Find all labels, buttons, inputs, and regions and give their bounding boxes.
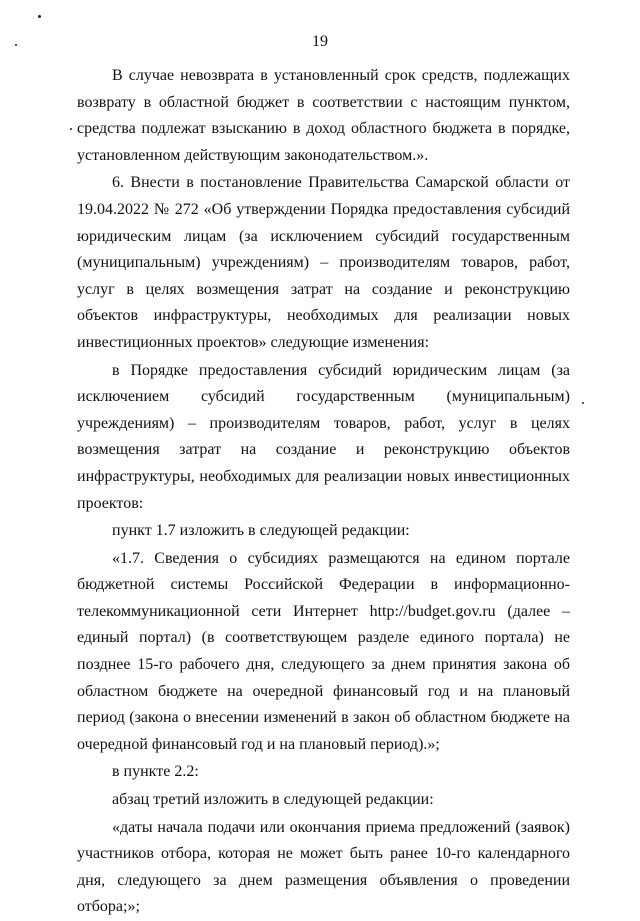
paragraph: в Порядке предоставления субсидий юридическим лицам (за исключением субсидий государственным (муниципальным) учреждениям) – производителям товаров, работ, услуг в целях возмещения затрат на создание и реконструкцию объектов инфраструктуры, необходимых для реализации новых инвестиционных проектов:: [77, 361, 570, 512]
paragraph: пункт 1.7 изложить в следующей редакции:: [112, 522, 410, 540]
paragraph: в пункте 2.2:: [112, 763, 199, 781]
paragraph: «1.7. Сведения о субсидиях размещаются на едином портале бюджетной системы Российской Федерации в информационно-телекоммуникационной сети Интернет http://budget.gov.ru (далее – единый портал) (в соответствующем разделе единого портала) не позднее 15-го рабочего дня, следующего за днем принятия закона об областном бюджете на очередной финансовый год и на плановый период (закона о внесении изменений в закон об областном бюджете на очередной финансовый год и на плановый период).»;: [77, 549, 570, 753]
scan-speck: [582, 402, 584, 404]
document-body: [77, 63, 570, 921]
scan-speck: [70, 128, 72, 130]
paragraph: 6. Внести в постановление Правительства Самарской области от 19.04.2022 № 272 «Об утверждении Порядка предоставления субсидий юридическим лицам (за исключением субсидий государственным (муниципальным) учреждениям) – производителям товаров, работ, услуг в целях возмещения затрат на создание и реконструкцию объектов инфраструктуры, необходимых для реализации новых инвестиционных проектов» следующие изменения:: [77, 174, 570, 351]
paragraph: абзац третий изложить в следующей редакции:: [112, 791, 434, 809]
page-number: 19: [312, 33, 328, 50]
paragraph: «даты начала подачи или окончания приема предложений (заявок) участников отбора, которая не может быть ранее 10-го календарного дня, следующего за днем размещения объявления о проведении отбора;»;: [77, 818, 570, 916]
paragraph: В случае невозврата в установленный срок средств, подлежащих возврату в областной бюджет в соответствии с настоящим пунктом, средства подлежат взысканию в доход областного бюджета в порядке, установленном действующим законодательством.».: [77, 67, 570, 164]
scan-speck: [38, 15, 41, 18]
